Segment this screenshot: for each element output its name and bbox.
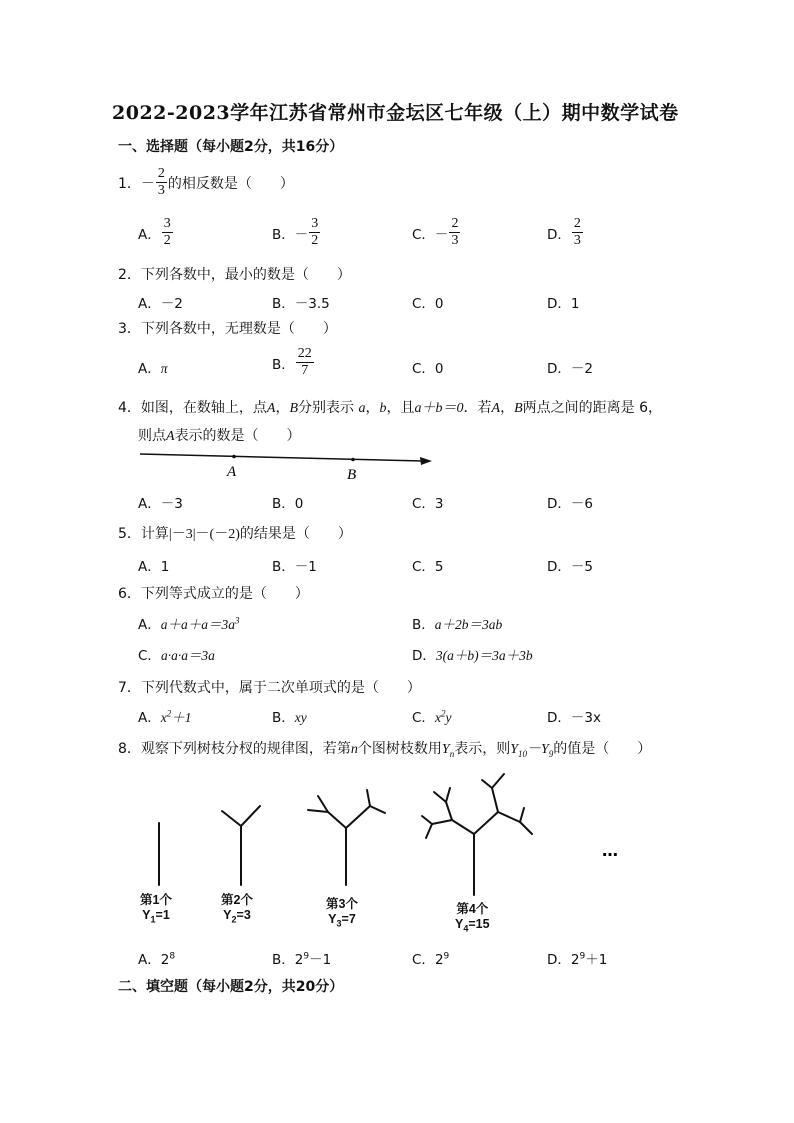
q4-option-b[interactable]: B．0	[272, 496, 304, 512]
q7-option-c[interactable]: C．$x^2y$	[412, 708, 452, 726]
point-a-label: A	[227, 464, 237, 480]
q1-number: 1．	[118, 175, 141, 192]
q3-option-b[interactable]: B． $\frac{22}{7}$	[272, 346, 312, 378]
question-4-line-1: 4．如图，在数轴上，点A，B分别表示 a，b，且a＋b＝0．若A，B两点之间的距离是 6，	[118, 400, 662, 416]
question-3: 3．下列各数中，无理数是（ ）	[118, 321, 337, 337]
q1-text: 的相反数是（ ）	[167, 175, 294, 192]
ellipsis: …	[602, 841, 618, 860]
question-6: 6．下列等式成立的是（ ）	[118, 586, 309, 602]
q5-option-c[interactable]: C．5	[412, 559, 444, 575]
tree-4-caption: 第4个 $Y_4=15$	[455, 902, 490, 934]
q4-option-d[interactable]: D．－6	[547, 496, 593, 512]
number-line	[140, 454, 423, 461]
tree-1-caption: 第1个 $Y_1=1$	[140, 893, 172, 925]
point-a	[232, 455, 236, 459]
question-5: 5．计算|－3|－(－2)的结果是（ ）	[118, 526, 352, 542]
tree-2-caption: 第2个 $Y_2=3$	[221, 893, 253, 925]
q2-option-a[interactable]: A．－2	[138, 296, 183, 312]
tree-branch-figures	[120, 768, 640, 898]
question-1	[118, 166, 294, 199]
question-8: 8．观察下列树枝分杈的规律图，若第n个图树枝数用$Y_n$表示，则$Y_{10}-Y_9$的值是（ ）	[118, 741, 652, 759]
question-7: 7．下列代数式中，属于二次单项式的是（ ）	[118, 680, 421, 696]
q5-option-a[interactable]: A．1	[138, 559, 170, 575]
page-title: 2022-2023学年江苏省常州市金坛区七年级（上）期中数学试卷	[112, 102, 679, 124]
arrow-head-icon	[420, 457, 432, 465]
question-2: 2．下列各数中，最小的数是（ ）	[118, 267, 351, 283]
q1-neg: －	[140, 175, 155, 192]
q4-option-a[interactable]: A．－3	[138, 496, 183, 512]
tree-3	[308, 790, 385, 885]
tree-3-caption: 第3个 $Y_3=7$	[326, 897, 358, 929]
q1-option-b[interactable]: B．－ $\frac{3}{2}$	[272, 216, 319, 248]
q3-option-c[interactable]: C．0	[412, 361, 444, 377]
tree-4	[422, 774, 532, 895]
q7-option-b[interactable]: B．xy	[272, 710, 307, 726]
number-line-figure	[138, 448, 438, 488]
q4-option-c[interactable]: C．3	[412, 496, 444, 512]
q6-option-d[interactable]: D．3(a＋b)＝3a＋3b	[412, 648, 533, 664]
question-4-line-2: 则点A表示的数是（ ）	[138, 428, 301, 444]
q5-option-b[interactable]: B．－1	[272, 559, 317, 575]
q8-option-b[interactable]: B．$2^9-1$	[272, 951, 332, 968]
q8-option-a[interactable]: A．$2^8$	[138, 951, 176, 968]
q6-option-b[interactable]: B．a＋2b＝3ab	[412, 617, 503, 633]
tree-2	[222, 806, 260, 885]
point-b	[351, 458, 355, 462]
q2-option-d[interactable]: D．1	[547, 296, 580, 312]
q2-option-b[interactable]: B．－3.5	[272, 296, 330, 312]
q3-option-d[interactable]: D．－2	[547, 361, 593, 377]
q7-option-a[interactable]: A．$x^2+1$	[138, 708, 192, 726]
section-heading-multiple-choice: 一、选择题（每小题2分，共16分）	[118, 139, 344, 155]
q1-option-c[interactable]: C．－ $\frac{2}{3}$	[412, 216, 459, 248]
q5-option-d[interactable]: D．－5	[547, 559, 593, 575]
q8-option-d[interactable]: D．$2^9+1$	[547, 951, 608, 968]
q6-option-a[interactable]: A．$a+a+a=3a^3$	[138, 615, 240, 633]
q8-option-c[interactable]: C．$2^9$	[412, 951, 450, 968]
q6-option-c[interactable]: C．a·a·a＝3a	[138, 648, 215, 664]
point-b-label: B	[347, 467, 357, 483]
q1-option-d[interactable]: D． $\frac{2}{3}$	[547, 216, 581, 248]
q1-option-a[interactable]: A． $\frac{3}{2}$	[138, 216, 171, 248]
q2-option-c[interactable]: C．0	[412, 296, 444, 312]
section-heading-fill-in: 二、填空题（每小题2分，共20分）	[118, 979, 344, 995]
q7-option-d[interactable]: D．－3x	[547, 710, 601, 726]
q3-option-a[interactable]: A．π	[138, 361, 168, 377]
q1-fraction: $\frac{2}{3}$	[157, 166, 165, 198]
